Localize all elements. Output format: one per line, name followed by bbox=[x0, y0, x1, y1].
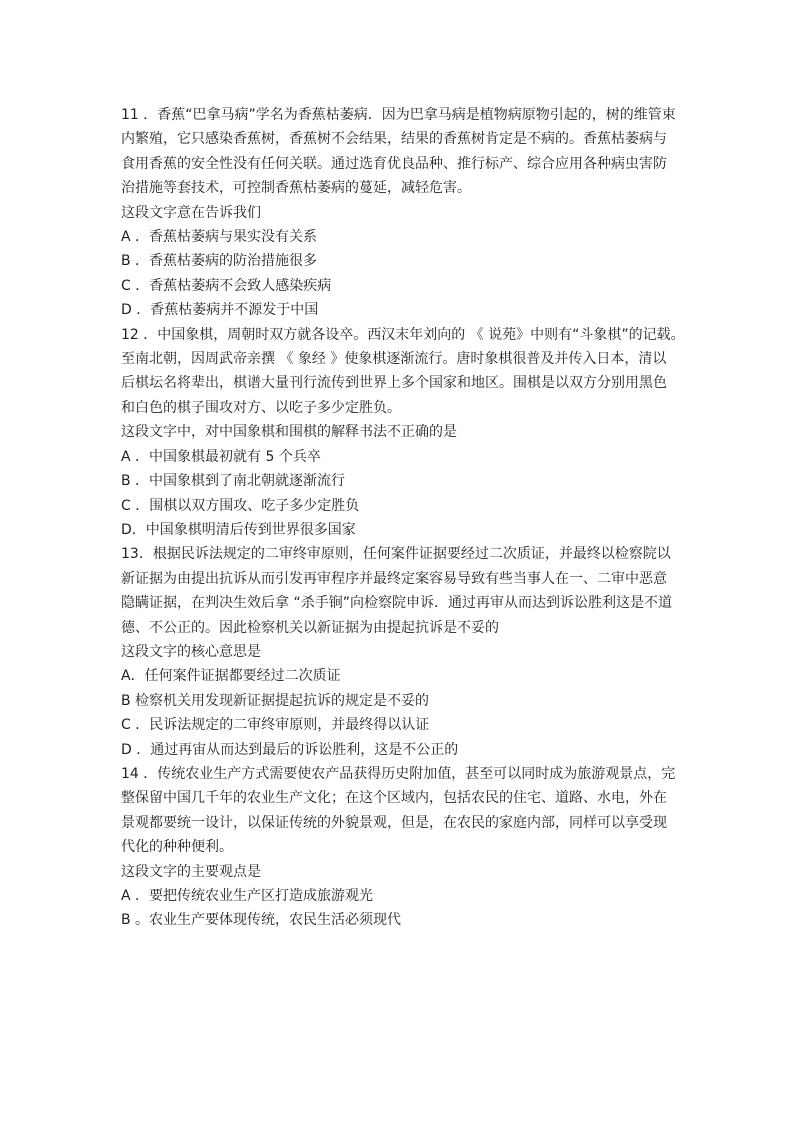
question-stem-line: 后棋坛名将辈出，棋谱大量刊行流传到世界上多个国家和地区。围棋是以双方分别用黑色 bbox=[121, 375, 667, 392]
answer-option-c: C ．香蕉枯萎病不会致人感染疾病 bbox=[121, 277, 332, 294]
question-11 bbox=[121, 103, 691, 323]
question-12 bbox=[121, 323, 691, 543]
question-prompt: 这段文字的核心意思是 bbox=[121, 643, 261, 660]
question-stem-line: 治措施等套技术，可控制香蕉枯萎病的蔓延，减轻危害。 bbox=[121, 180, 471, 197]
question-stem-line: 13．根据民诉法规定的二审终审原则，任何案件证据要经过二次质证，并最终以检察院以 bbox=[121, 546, 671, 563]
question-stem-line: 景观都要统一设计，以保证传统的外貌景观，但是，在农民的家庭内部，同样可以享受现 bbox=[121, 814, 667, 831]
answer-option-c: C ．民诉法规定的二审终审原则，并最终得以认证 bbox=[121, 717, 430, 734]
question-stem-line: 代化的种种便利。 bbox=[121, 839, 233, 856]
question-stem-line: 12 ．中国象棋，周朝时双方就各设卒。西汉末年刘向的 《 说苑》中则有“斗象棋”的记载。 bbox=[121, 326, 685, 343]
question-prompt: 这段文字的主要观点是 bbox=[121, 863, 261, 880]
question-stem-line: 11 ．香蕉“巴拿马病”学名为香蕉枯萎病．因为巴拿马病是植物病原物引起的，树的维管束 bbox=[121, 107, 676, 123]
question-stem-line: 14 ．传统农业生产方式需要使农产品获得历史附加值，甚至可以同时成为旅游观景点，完 bbox=[121, 765, 676, 782]
answer-option-b: B ．中国象棋到了南北朝就逐渐流行 bbox=[121, 473, 346, 490]
question-prompt: 这段文字意在告诉我们 bbox=[121, 204, 261, 221]
answer-option-b: B ．香蕉枯萎病的防治措施很多 bbox=[121, 253, 318, 270]
question-stem-line: 隐瞒证据，在判决生效后拿 “杀手锏”向检察院申诉．通过再审从而达到诉讼胜利这是不道 bbox=[121, 595, 672, 612]
question-stem-line: 内繁殖，它只感染香蕉树，香蕉树不会结果，结果的香蕉树肯定是不病的。香蕉枯萎病与 bbox=[121, 131, 667, 148]
answer-option-a: A ．中国象棋最初就有 5 个兵卒 bbox=[121, 448, 321, 465]
answer-option-a: A ．要把传统农业生产区打造成旅游观光 bbox=[121, 888, 374, 904]
question-prompt: 这段文字中，对中国象棋和围棋的解释书法不正确的是 bbox=[121, 424, 457, 441]
answer-option-a: A ．香蕉枯萎病与果实没有关系 bbox=[121, 229, 318, 246]
question-13 bbox=[121, 542, 691, 762]
question-stem-line: 德、不公正的。因此检察机关以新证据为由提起抗诉是不妥的 bbox=[121, 619, 499, 636]
answer-option-d: D ．通过再宙从而达到最后的诉讼胜利，这是不公正的 bbox=[121, 741, 459, 758]
question-stem-line: 和白色的棋子围攻对方、以吃子多少定胜负。 bbox=[121, 399, 401, 416]
answer-option-c: C ．围棋以双方围攻、吃子多少定胜负 bbox=[121, 497, 360, 514]
answer-option-d: D．中国象棋明清后传到世界很多国家 bbox=[121, 521, 356, 538]
question-14 bbox=[121, 762, 691, 933]
question-stem-line: 新证据为由提出抗诉从而引发再审程序并最终定案容易导致有些当事人在一、二审中恶意 bbox=[121, 570, 667, 587]
answer-option-a: A．任何案件证据都要经过二次质证 bbox=[121, 668, 341, 685]
answer-option-b: B 检察机关用发现新证据提起抗诉的规定是不妥的 bbox=[121, 692, 430, 709]
question-stem-line: 食用香蕉的安全性没有任何关联。通过选育优良品种、推行标产、综合应用各种病虫害防 bbox=[121, 155, 667, 172]
answer-option-d: D ．香蕉枯萎病并不源发于中国 bbox=[121, 302, 319, 319]
question-stem-line: 整保留中国几千年的农业生产文化；在这个区域内，包括农民的住宅、道路、水电，外在 bbox=[121, 790, 667, 807]
answer-option-b: B 。农业生产要体现传统，农民生活必须现代 bbox=[121, 912, 402, 929]
document-body bbox=[121, 103, 691, 933]
question-stem-line: 至南北朝，因周武帝亲撰 《 象经 》使象棋逐渐流行。唐时象棋很普及并传入日本，清以 bbox=[121, 351, 667, 368]
